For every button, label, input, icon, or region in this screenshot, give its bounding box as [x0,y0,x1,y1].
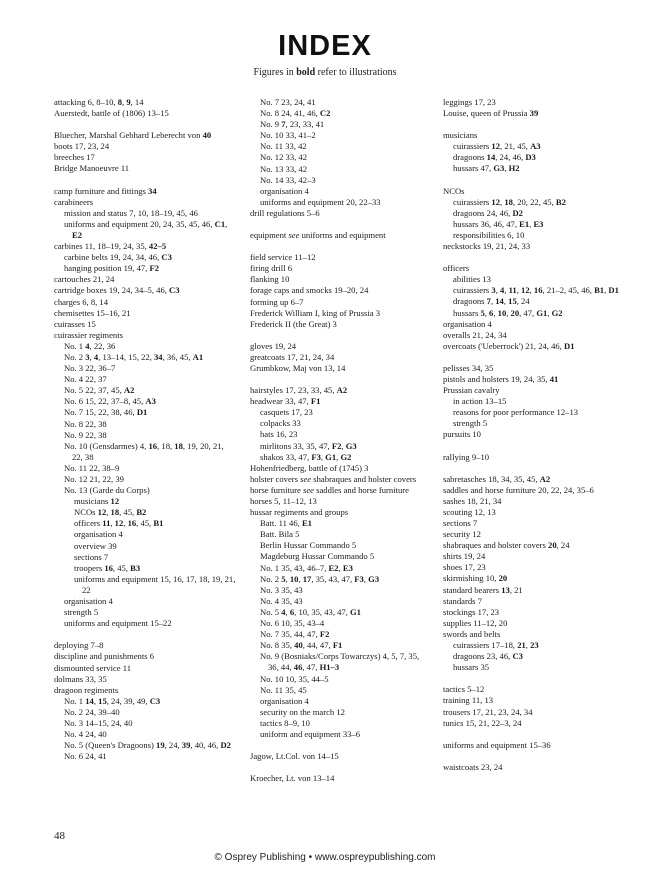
index-subentry: hussars 35 [453,662,490,673]
index-subentry: security on the march 12 [260,706,345,717]
entry-gap [443,441,625,452]
page-number: 48 [54,830,65,842]
index-column-1 [54,97,236,762]
index-entry: cuirassier regiments [54,329,123,340]
index-subentry: musicians 12 [74,496,120,507]
index-entry: cuirasses 15 [54,318,96,329]
index-subentry: uniforms and equipment 15–22 [64,618,172,629]
index-subentry: No. 3 35, 43 [260,584,303,595]
subtitle-text-after: refer to illustrations [315,67,397,78]
index-entry: breeches 17 [54,152,95,163]
index-subentry: No. 1 35, 43, 46–7, E2, E3 [260,562,353,573]
index-subentry: officers 11, 12, 16, 45, B1 [74,518,164,529]
index-subentry: organisation 4 [74,529,123,540]
index-entry: pelisses 34, 35 [443,362,494,373]
index-entry: chemisettes 15–16, 21 [54,307,131,318]
index-entry: NCOs [443,185,465,196]
entry-gap [250,374,432,385]
index-entry: supplies 11–12, 20 [443,617,508,628]
index-subentry: No. 7 23, 24, 41 [260,97,316,107]
index-entry: field service 11–12 [250,252,316,263]
index-subentry: No. 5 (Queen's Dragoons) 19, 24, 39, 40, 46, D2 [64,740,231,751]
index-subentry: dragoons 24, 46, D2 [453,207,523,218]
index-subentry: No. 9 (Bosniaks/Corps Towarczys) 4, 5, 7, 35, 36, 44, 46, 47, H1–3 [260,651,420,673]
index-entry: waistcoats 23, 24 [443,761,503,772]
index-entry: stockings 17, 23 [443,606,500,617]
index-subentry: No. 13 33, 42 [260,163,308,174]
index-entry: holster covers see shabraques and holster covers [250,473,417,484]
page-title: INDEX [278,30,372,62]
index-subentry: mirlitons 33, 35, 47, F2, G3 [260,440,357,451]
entry-gap [443,119,625,130]
index-subentry: No. 1 14, 15, 24, 39, 49, C3 [64,695,161,706]
entry-gap [250,241,432,252]
index-subentry: hanging position 19, 47, F2 [64,263,160,274]
index-subtitle [0,67,650,78]
index-subentry: No. 10 33, 41–2 [260,130,316,141]
index-entry: sabretasches 18, 34, 35, 45, A2 [443,473,551,484]
index-entry: rallying 9–10 [443,451,490,462]
index-subentry: No. 2 5, 10, 17, 35, 43, 47, F3, G3 [260,573,380,584]
index-subentry: overview 39 [74,540,117,551]
index-entry: horse furniture see saddles and horse furniture [250,484,409,495]
index-entry: Grumbkow, Maj von 13, 14 [250,362,346,373]
index-subentry: cuirassiers 3, 4, 11, 12, 16, 21–2, 45, 46, B1, D1 [453,285,619,296]
index-subentry: responsibilities 6, 10 [453,229,525,240]
entry-gap [250,740,432,751]
entry-gap [54,119,236,130]
index-subentry: Berlin Hussar Commando 5 [260,540,357,551]
index-entry: horses 5, 11–12, 13 [250,496,317,506]
index-entry: sashes 18, 21, 34 [443,495,502,506]
index-entry: shabraques and holster covers 20, 24 [443,540,570,551]
index-entry: gloves 19, 24 [250,340,297,351]
index-subentry: strength 5 [453,418,488,429]
index-column-2 [250,97,432,784]
index-subentry: No. 2 3, 4, 13–14, 15, 22, 34, 36, 45, A1 [64,351,204,362]
entry-gap [443,751,625,762]
index-subentry: NCOs 12, 18, 45, B2 [74,507,147,518]
index-entry: tunics 15, 21, 22–3, 24 [443,717,522,728]
index-entry: standard bearers 13, 21 [443,584,523,595]
index-subentry: uniforms and equipment 20, 22–33 [260,196,381,207]
index-subentry: organisation 4 [64,596,113,607]
index-entry: shoes 17, 23 [443,562,486,573]
entry-gap [250,219,432,230]
index-subentry: No. 3 22, 36–7 [64,363,116,374]
index-entry: swords and belts [443,628,501,639]
index-subentry: dragoons 7, 14, 15, 24 [453,296,530,307]
index-entry: equipment see uniforms and equipment [250,230,386,241]
index-entry: saddles and horse furniture 20, 22, 24, 35–6 [443,484,594,495]
index-subentry: No. 4 35, 43 [260,595,303,606]
index-entry: scouting 12, 13 [443,506,496,517]
index-entry: pistols and holsters 19, 24, 35, 41 [443,373,559,384]
index-subentry: shakos 33, 47, F3, G1, G2 [260,451,352,462]
index-entry: hussar regiments and groups [250,507,349,518]
index-entry: tactics 5–12 [443,684,485,695]
index-entry: Prussian cavalry [443,385,500,396]
index-subentry: No. 7 35, 44, 47, F2 [260,629,330,640]
entry-gap [443,252,625,263]
index-subentry: Magdeburg Hussar Commando 5 [260,551,375,562]
index-entry: training 11, 13 [443,695,494,706]
index-entry: Bluecher, Marshal Gebhard Leberecht von 40 [54,130,212,141]
index-subentry: cuirassiers 12, 21, 45, A3 [453,141,541,152]
entry-gap [443,352,625,363]
index-subentry: No. 6 10, 35, 43–4 [260,618,325,629]
index-subentry: uniforms and equipment 15, 16, 17, 18, 19, 21, 22 [74,573,236,595]
index-subentry: No. 9 7, 23, 33, 41 [260,119,325,130]
index-subentry: colpacks 33 [260,418,301,429]
entry-gap [443,175,625,186]
index-entry: trousers 17, 21, 23, 24, 34 [443,706,533,717]
index-subentry: cuirassiers 17–18, 21, 23 [453,640,539,651]
index-subentry: hussars 36, 46, 47, E1, E3 [453,218,544,229]
index-subentry: abilities 13 [453,274,491,285]
index-subentry: cuirassiers 12, 18, 20, 22, 45, B2 [453,196,566,207]
index-entry: security 12 [443,529,481,540]
index-subentry: hats 16, 23 [260,429,298,440]
publisher-footer: © Osprey Publishing • www.ospreypublishing.com [214,852,436,863]
index-subentry: casquets 17, 23 [260,407,313,418]
index-subentry: mission and status 7, 10, 18–19, 45, 46 [64,207,198,218]
index-subentry: No. 14 33, 42–3 [260,174,316,185]
index-entry: Auerstedt, battle of (1806) 13–15 [54,108,169,119]
index-subentry: No. 8 24, 41, 46, C2 [260,108,331,119]
index-subentry: dragoons 14, 24, 46, D3 [453,152,536,163]
index-subentry: hussars 5, 6, 10, 20, 47, G1, G2 [453,307,563,318]
index-entry: overcoats ('Ueberrock') 21, 24, 46, D1 [443,340,575,351]
index-entry: overalls 21, 24, 34 [443,329,507,340]
index-subentry: No. 11 33, 42 [260,141,307,152]
index-entry: Louise, queen of Prussia 39 [443,108,539,119]
index-subentry: No. 10 (Gensdarmes) 4, 16, 18, 18, 19, 20, 21, 22, 38 [64,440,224,462]
index-entry: leggings 17, 23 [443,97,496,107]
entry-gap [54,175,236,186]
index-subentry: dragoons 23, 46, C3 [453,651,523,662]
index-entry: flanking 10 [250,274,290,285]
index-subentry: No. 5 4, 6, 10, 35, 43, 47, G1 [260,606,361,617]
index-entry: sections 7 [443,518,478,528]
index-column-3 [443,97,625,773]
index-subentry: strength 5 [64,607,99,618]
index-entry: forage caps and smocks 19–20, 24 [250,285,369,296]
index-entry: skirmishing 10, 20 [443,573,508,584]
index-entry: firing drill 6 [250,263,293,274]
index-subentry: Batt. 11 46, E1 [260,518,312,529]
index-entry: attacking 6, 8–10, 8, 9, 14 [54,97,144,107]
entry-gap [443,729,625,740]
index-subentry: No. 1 4, 22, 36 [64,340,116,351]
index-subentry: uniform and equipment 33–6 [260,728,361,739]
entry-gap [443,463,625,474]
index-entry: Jagow, Lt.Col. von 14–15 [250,751,339,762]
index-entry: charges 6, 8, 14 [54,296,109,307]
index-entry: hairstyles 17, 23, 33, 45, A2 [250,385,348,396]
index-subentry: troopers 16, 45, B3 [74,562,141,573]
index-entry: deploying 7–8 [54,640,104,651]
index-entry: headwear 33, 47, F1 [250,396,321,407]
index-subentry: uniforms and equipment 20, 24, 35, 45, 46, C1, E2 [64,218,228,240]
index-subentry: No. 6 24, 41 [64,751,107,762]
index-subentry: No. 6 15, 22, 37–8, 45, A3 [64,396,156,407]
index-subentry: organisation 4 [260,185,309,196]
subtitle-bold-word: bold [296,67,316,78]
index-entry: carbines 11, 18–19, 24, 35, 42–5 [54,241,167,252]
index-subentry: No. 9 22, 38 [64,429,107,440]
index-entry: Frederick II (the Great) 3 [250,318,337,329]
index-subentry: No. 11 35, 45 [260,684,307,695]
index-subentry: reasons for poor performance 12–13 [453,407,579,418]
index-entry: organisation 4 [443,318,492,329]
index-entry: dragoon regiments [54,684,119,695]
index-entry: officers [443,263,470,274]
index-entry: uniforms and equipment 15–36 [443,739,551,750]
index-subentry: No. 5 22, 37, 45, A2 [64,385,135,396]
index-entry: carabineers [54,196,94,207]
index-subentry: No. 7 15, 22, 38, 46, D1 [64,407,148,418]
index-entry: Bridge Manoeuvre 11 [54,163,130,174]
index-subentry: Batt. Bila 5 [260,529,300,540]
index-subentry: carbine belts 19, 24, 34, 46, C3 [64,252,172,263]
index-entry: shirts 19, 24 [443,551,486,562]
index-subentry: tactics 8–9, 10 [260,717,310,728]
index-entry: Frederick William I, king of Prussia 3 [250,307,381,318]
index-subentry: No. 10 10, 35, 44–5 [260,673,329,684]
index-entry: Hohenfriedberg, battle of (1745) 3 [250,462,369,473]
index-entry: cartridge boxes 19, 24, 34–5, 46, C3 [54,285,180,296]
index-entry: camp furniture and fittings 34 [54,185,157,196]
entry-gap [54,629,236,640]
index-entry: forming up 6–7 [250,296,304,307]
index-subentry: No. 13 (Garde du Corps) [64,485,150,496]
index-subentry: No. 8 22, 38 [64,418,107,429]
index-entry: standards 7 [443,595,482,606]
index-entry: cartouches 21, 24 [54,274,115,285]
index-entry: drill regulations 5–6 [250,207,320,218]
entry-gap [443,673,625,684]
index-subentry: in action 13–15 [453,396,507,407]
index-subentry: hussars 47, G3, H2 [453,163,520,174]
index-subentry: No. 11 22, 38–9 [64,462,120,473]
entry-gap [250,762,432,773]
index-entry: musicians [443,130,478,141]
index-subentry: No. 4 22, 37 [64,374,107,385]
index-subentry: organisation 4 [260,695,309,706]
index-entry: discipline and punishments 6 [54,651,155,662]
index-subentry: No. 8 35, 40, 44, 47, F1 [260,640,343,651]
index-entry: Kroecher, Lt. von 13–14 [250,773,335,784]
index-subentry: No. 2 24, 39–40 [64,706,120,717]
subtitle-text-before: Figures in [253,67,297,78]
index-entry: greatcoats 17, 21, 24, 34 [250,351,335,362]
entry-gap [250,330,432,341]
index-subentry: No. 12 33, 42 [260,152,308,163]
index-entry: pursuits 10 [443,429,481,440]
index-entry: boots 17, 23, 24 [54,141,110,152]
index-entry: dolmans 33, 35 [54,673,107,684]
index-subentry: No. 4 24, 40 [64,729,107,740]
index-entry: neckstocks 19, 21, 24, 33 [443,241,531,252]
index-subentry: sections 7 [74,551,109,562]
index-subentry: No. 3 14–15, 24, 40 [64,717,133,728]
index-entry: dismounted service 11 [54,662,132,673]
index-subentry: No. 12 21, 22, 39 [64,474,124,484]
